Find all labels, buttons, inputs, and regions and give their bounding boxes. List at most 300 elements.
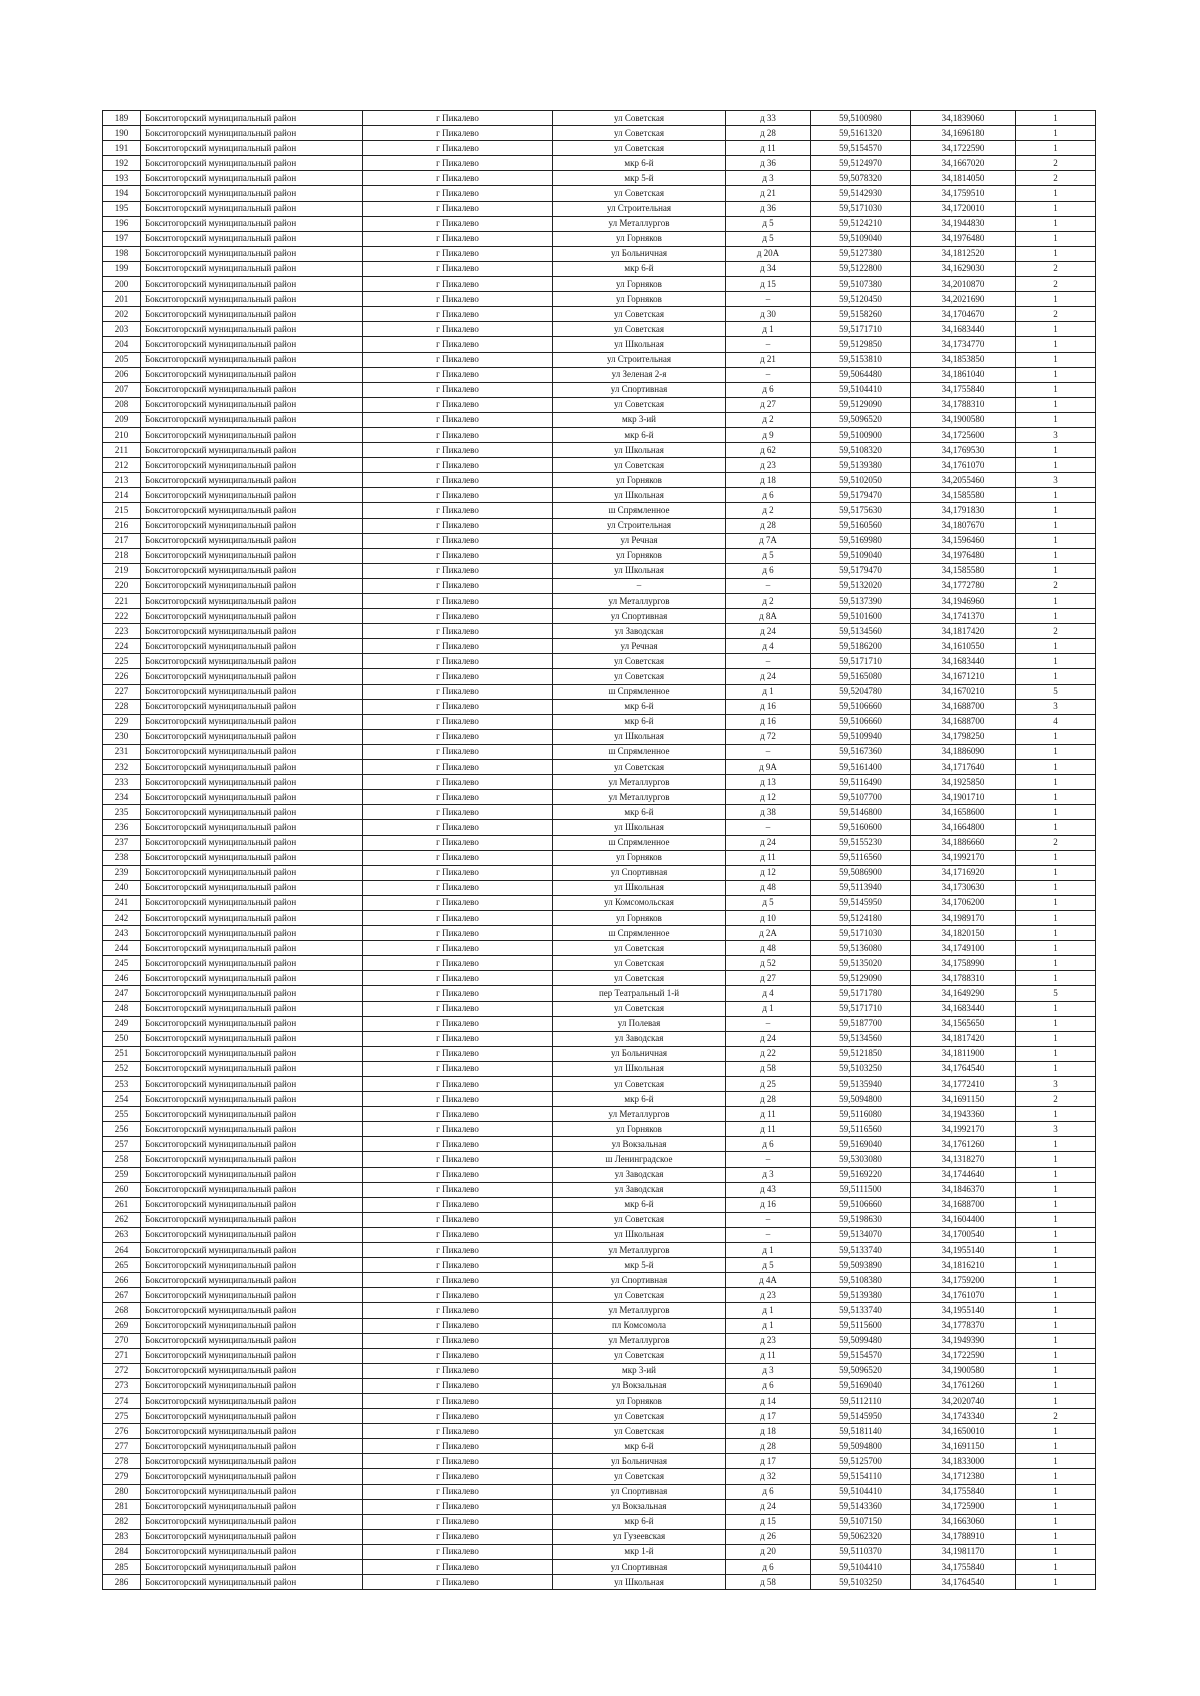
row-number-cell: 229: [103, 714, 141, 729]
table-row: [103, 820, 1096, 835]
district-cell: Бокситогорский муниципальный район: [141, 1016, 363, 1031]
latitude-cell: 59,5104410: [811, 1560, 911, 1575]
latitude-cell: 59,5106660: [811, 699, 911, 714]
house-cell: –: [726, 367, 811, 382]
house-cell: д 24: [726, 1031, 811, 1046]
latitude-cell: 59,5303080: [811, 1152, 911, 1167]
latitude-cell: 59,5103250: [811, 1575, 911, 1590]
row-number-cell: 272: [103, 1363, 141, 1378]
table-row: [103, 1303, 1096, 1318]
latitude-cell: 59,5175630: [811, 503, 911, 518]
row-number-cell: 206: [103, 367, 141, 382]
house-cell: д 7А: [726, 533, 811, 548]
latitude-cell: 59,5122800: [811, 261, 911, 276]
street-cell: ул Советская: [553, 186, 726, 201]
house-cell: д 13: [726, 775, 811, 790]
latitude-cell: 59,5116560: [811, 1122, 911, 1137]
street-cell: мкр 6-й: [553, 1092, 726, 1107]
latitude-cell: 59,5161320: [811, 126, 911, 141]
row-number-cell: 200: [103, 277, 141, 292]
street-cell: ул Металлургов: [553, 790, 726, 805]
table-row: [103, 594, 1096, 609]
street-cell: ул Школьная: [553, 729, 726, 744]
longitude-cell: 34,1683440: [911, 322, 1016, 337]
row-number-cell: 202: [103, 307, 141, 322]
settlement-cell: г Пикалево: [363, 880, 553, 895]
row-number-cell: 247: [103, 986, 141, 1001]
street-cell: мкр 3-ий: [553, 1363, 726, 1378]
count-cell: 1: [1016, 1016, 1096, 1031]
district-cell: Бокситогорский муниципальный район: [141, 186, 363, 201]
table-row: [103, 941, 1096, 956]
street-cell: ул Советская: [553, 126, 726, 141]
row-number-cell: 234: [103, 790, 141, 805]
house-cell: –: [726, 1212, 811, 1227]
district-cell: Бокситогорский муниципальный район: [141, 1393, 363, 1408]
count-cell: 2: [1016, 307, 1096, 322]
longitude-cell: 34,1667020: [911, 156, 1016, 171]
latitude-cell: 59,5171780: [811, 986, 911, 1001]
row-number-cell: 270: [103, 1333, 141, 1348]
table-row: [103, 141, 1096, 156]
settlement-cell: г Пикалево: [363, 382, 553, 397]
table-row: [103, 111, 1096, 126]
latitude-cell: 59,5135940: [811, 1077, 911, 1092]
longitude-cell: 34,1664800: [911, 820, 1016, 835]
settlement-cell: г Пикалево: [363, 563, 553, 578]
table-row: [103, 1544, 1096, 1559]
settlement-cell: г Пикалево: [363, 503, 553, 518]
district-cell: Бокситогорский муниципальный район: [141, 744, 363, 759]
latitude-cell: 59,5154110: [811, 1469, 911, 1484]
street-cell: ул Школьная: [553, 1575, 726, 1590]
house-cell: д 6: [726, 1484, 811, 1499]
street-cell: ул Заводская: [553, 1167, 726, 1182]
longitude-cell: 34,1798250: [911, 729, 1016, 744]
table-row: [103, 1212, 1096, 1227]
settlement-cell: г Пикалево: [363, 1348, 553, 1363]
row-number-cell: 201: [103, 292, 141, 307]
latitude-cell: 59,5171710: [811, 654, 911, 669]
longitude-cell: 34,1722590: [911, 141, 1016, 156]
row-number-cell: 271: [103, 1348, 141, 1363]
count-cell: 1: [1016, 744, 1096, 759]
district-cell: Бокситогорский муниципальный район: [141, 1167, 363, 1182]
count-cell: 1: [1016, 729, 1096, 744]
row-number-cell: 210: [103, 427, 141, 442]
row-number-cell: 284: [103, 1544, 141, 1559]
row-number-cell: 197: [103, 231, 141, 246]
count-cell: 1: [1016, 1273, 1096, 1288]
district-cell: Бокситогорский муниципальный район: [141, 277, 363, 292]
street-cell: ул Вокзальная: [553, 1378, 726, 1393]
longitude-cell: 34,1817420: [911, 1031, 1016, 1046]
latitude-cell: 59,5113940: [811, 880, 911, 895]
count-cell: 4: [1016, 714, 1096, 729]
table-row: [103, 246, 1096, 261]
table-row: [103, 805, 1096, 820]
latitude-cell: 59,5125700: [811, 1454, 911, 1469]
district-cell: Бокситогорский муниципальный район: [141, 488, 363, 503]
latitude-cell: 59,5204780: [811, 684, 911, 699]
latitude-cell: 59,5160560: [811, 518, 911, 533]
longitude-cell: 34,1764540: [911, 1061, 1016, 1076]
count-cell: 1: [1016, 126, 1096, 141]
count-cell: 1: [1016, 563, 1096, 578]
row-number-cell: 282: [103, 1514, 141, 1529]
row-number-cell: 195: [103, 201, 141, 216]
street-cell: ул Горняков: [553, 292, 726, 307]
count-cell: 1: [1016, 926, 1096, 941]
street-cell: ул Комсомольская: [553, 895, 726, 910]
table-row: [103, 639, 1096, 654]
row-number-cell: 228: [103, 699, 141, 714]
row-number-cell: 231: [103, 744, 141, 759]
street-cell: ул Горняков: [553, 473, 726, 488]
longitude-cell: 34,1778370: [911, 1318, 1016, 1333]
count-cell: 1: [1016, 941, 1096, 956]
district-cell: Бокситогорский муниципальный район: [141, 1348, 363, 1363]
table-row: [103, 684, 1096, 699]
row-number-cell: 227: [103, 684, 141, 699]
settlement-cell: г Пикалево: [363, 1378, 553, 1393]
district-cell: Бокситогорский муниципальный район: [141, 1514, 363, 1529]
count-cell: 1: [1016, 669, 1096, 684]
settlement-cell: г Пикалево: [363, 654, 553, 669]
table-row: [103, 1393, 1096, 1408]
street-cell: ул Строительная: [553, 201, 726, 216]
street-cell: ул Спортивная: [553, 865, 726, 880]
row-number-cell: 286: [103, 1575, 141, 1590]
longitude-cell: 34,1946960: [911, 594, 1016, 609]
longitude-cell: 34,1943360: [911, 1107, 1016, 1122]
row-number-cell: 254: [103, 1092, 141, 1107]
table-row: [103, 1167, 1096, 1182]
count-cell: 1: [1016, 397, 1096, 412]
district-cell: Бокситогорский муниципальный район: [141, 926, 363, 941]
district-cell: Бокситогорский муниципальный район: [141, 1227, 363, 1242]
house-cell: –: [726, 578, 811, 593]
longitude-cell: 34,1761260: [911, 1378, 1016, 1393]
street-cell: пер Театральный 1-й: [553, 986, 726, 1001]
table-row: [103, 261, 1096, 276]
row-number-cell: 207: [103, 382, 141, 397]
latitude-cell: 59,5094800: [811, 1092, 911, 1107]
longitude-cell: 34,1992170: [911, 850, 1016, 865]
latitude-cell: 59,5136080: [811, 941, 911, 956]
house-cell: –: [726, 744, 811, 759]
row-number-cell: 269: [103, 1318, 141, 1333]
street-cell: ул Металлургов: [553, 1303, 726, 1318]
count-cell: 1: [1016, 533, 1096, 548]
settlement-cell: г Пикалево: [363, 1061, 553, 1076]
settlement-cell: г Пикалево: [363, 941, 553, 956]
count-cell: 1: [1016, 1318, 1096, 1333]
settlement-cell: г Пикалево: [363, 518, 553, 533]
house-cell: –: [726, 654, 811, 669]
latitude-cell: 59,5169040: [811, 1137, 911, 1152]
house-cell: д 18: [726, 473, 811, 488]
longitude-cell: 34,1744640: [911, 1167, 1016, 1182]
settlement-cell: г Пикалево: [363, 1182, 553, 1197]
count-cell: 1: [1016, 1378, 1096, 1393]
row-number-cell: 213: [103, 473, 141, 488]
row-number-cell: 218: [103, 548, 141, 563]
longitude-cell: 34,1691150: [911, 1092, 1016, 1107]
street-cell: ул Горняков: [553, 910, 726, 925]
table-row: [103, 156, 1096, 171]
latitude-cell: 59,5155230: [811, 835, 911, 850]
street-cell: мкр 6-й: [553, 156, 726, 171]
row-number-cell: 219: [103, 563, 141, 578]
row-number-cell: 277: [103, 1439, 141, 1454]
row-number-cell: 264: [103, 1243, 141, 1258]
count-cell: 1: [1016, 1152, 1096, 1167]
count-cell: 1: [1016, 503, 1096, 518]
house-cell: д 28: [726, 1092, 811, 1107]
settlement-cell: г Пикалево: [363, 186, 553, 201]
count-cell: 1: [1016, 1046, 1096, 1061]
table-row: [103, 307, 1096, 322]
table-row: [103, 1227, 1096, 1242]
latitude-cell: 59,5154570: [811, 1348, 911, 1363]
latitude-cell: 59,5099480: [811, 1333, 911, 1348]
house-cell: д 23: [726, 1333, 811, 1348]
house-cell: –: [726, 337, 811, 352]
longitude-cell: 34,1671210: [911, 669, 1016, 684]
longitude-cell: 34,1650010: [911, 1424, 1016, 1439]
table-row: [103, 503, 1096, 518]
settlement-cell: г Пикалево: [363, 1016, 553, 1031]
settlement-cell: г Пикалево: [363, 488, 553, 503]
settlement-cell: г Пикалево: [363, 1484, 553, 1499]
table-row: [103, 322, 1096, 337]
latitude-cell: 59,5160600: [811, 820, 911, 835]
house-cell: д 72: [726, 729, 811, 744]
table-row: [103, 1348, 1096, 1363]
house-cell: д 5: [726, 895, 811, 910]
district-cell: Бокситогорский муниципальный район: [141, 714, 363, 729]
latitude-cell: 59,5165080: [811, 669, 911, 684]
row-number-cell: 204: [103, 337, 141, 352]
table-row: [103, 443, 1096, 458]
settlement-cell: г Пикалево: [363, 126, 553, 141]
settlement-cell: г Пикалево: [363, 548, 553, 563]
latitude-cell: 59,5112110: [811, 1393, 911, 1408]
count-cell: 1: [1016, 186, 1096, 201]
house-cell: д 43: [726, 1182, 811, 1197]
count-cell: 1: [1016, 820, 1096, 835]
district-cell: Бокситогорский муниципальный район: [141, 307, 363, 322]
house-cell: д 38: [726, 805, 811, 820]
district-cell: Бокситогорский муниципальный район: [141, 956, 363, 971]
latitude-cell: 59,5134560: [811, 624, 911, 639]
settlement-cell: г Пикалево: [363, 1514, 553, 1529]
house-cell: д 12: [726, 790, 811, 805]
district-cell: Бокситогорский муниципальный район: [141, 1122, 363, 1137]
row-number-cell: 263: [103, 1227, 141, 1242]
house-cell: д 4: [726, 986, 811, 1001]
house-cell: д 1: [726, 322, 811, 337]
table-row: [103, 1514, 1096, 1529]
row-number-cell: 283: [103, 1529, 141, 1544]
row-number-cell: 222: [103, 609, 141, 624]
longitude-cell: 34,1817420: [911, 624, 1016, 639]
street-cell: ул Горняков: [553, 231, 726, 246]
latitude-cell: 59,5129850: [811, 337, 911, 352]
latitude-cell: 59,5116560: [811, 850, 911, 865]
house-cell: д 24: [726, 835, 811, 850]
table-row: [103, 518, 1096, 533]
street-cell: пл Комсомола: [553, 1318, 726, 1333]
street-cell: ул Строительная: [553, 518, 726, 533]
house-cell: д 27: [726, 971, 811, 986]
table-row: [103, 533, 1096, 548]
longitude-cell: 34,1683440: [911, 654, 1016, 669]
count-cell: 1: [1016, 231, 1096, 246]
row-number-cell: 230: [103, 729, 141, 744]
table-row: [103, 609, 1096, 624]
longitude-cell: 34,1629030: [911, 261, 1016, 276]
house-cell: д 11: [726, 1122, 811, 1137]
longitude-cell: 34,1788310: [911, 971, 1016, 986]
longitude-cell: 34,1717640: [911, 760, 1016, 775]
district-cell: Бокситогорский муниципальный район: [141, 533, 363, 548]
district-cell: Бокситогорский муниципальный район: [141, 352, 363, 367]
settlement-cell: г Пикалево: [363, 1499, 553, 1514]
house-cell: д 4: [726, 639, 811, 654]
latitude-cell: 59,5154570: [811, 141, 911, 156]
row-number-cell: 273: [103, 1378, 141, 1393]
longitude-cell: 34,1730630: [911, 880, 1016, 895]
latitude-cell: 59,5124210: [811, 216, 911, 231]
table-row: [103, 760, 1096, 775]
longitude-cell: 34,1791830: [911, 503, 1016, 518]
row-number-cell: 238: [103, 850, 141, 865]
longitude-cell: 34,1833000: [911, 1454, 1016, 1469]
street-cell: ул Спортивная: [553, 382, 726, 397]
latitude-cell: 59,5171710: [811, 322, 911, 337]
street-cell: ул Школьная: [553, 488, 726, 503]
count-cell: 2: [1016, 277, 1096, 292]
longitude-cell: 34,1758990: [911, 956, 1016, 971]
count-cell: 1: [1016, 1560, 1096, 1575]
latitude-cell: 59,5108380: [811, 1273, 911, 1288]
longitude-cell: 34,1761070: [911, 1288, 1016, 1303]
count-cell: 1: [1016, 1544, 1096, 1559]
street-cell: ул Школьная: [553, 337, 726, 352]
row-number-cell: 239: [103, 865, 141, 880]
row-number-cell: 285: [103, 1560, 141, 1575]
row-number-cell: 274: [103, 1393, 141, 1408]
longitude-cell: 34,1585580: [911, 488, 1016, 503]
longitude-cell: 34,1900580: [911, 1363, 1016, 1378]
count-cell: 1: [1016, 141, 1096, 156]
row-number-cell: 196: [103, 216, 141, 231]
street-cell: ул Заводская: [553, 624, 726, 639]
count-cell: 1: [1016, 1303, 1096, 1318]
district-cell: Бокситогорский муниципальный район: [141, 458, 363, 473]
district-cell: Бокситогорский муниципальный район: [141, 443, 363, 458]
row-number-cell: 237: [103, 835, 141, 850]
house-cell: –: [726, 292, 811, 307]
row-number-cell: 199: [103, 261, 141, 276]
house-cell: д 2: [726, 412, 811, 427]
street-cell: ул Советская: [553, 458, 726, 473]
settlement-cell: г Пикалево: [363, 775, 553, 790]
district-cell: Бокситогорский муниципальный район: [141, 1046, 363, 1061]
district-cell: Бокситогорский муниципальный район: [141, 1152, 363, 1167]
district-cell: Бокситогорский муниципальный район: [141, 760, 363, 775]
table-row: [103, 1529, 1096, 1544]
settlement-cell: г Пикалево: [363, 156, 553, 171]
row-number-cell: 253: [103, 1077, 141, 1092]
settlement-cell: г Пикалево: [363, 895, 553, 910]
street-cell: ул Металлургов: [553, 775, 726, 790]
row-number-cell: 192: [103, 156, 141, 171]
settlement-cell: г Пикалево: [363, 1454, 553, 1469]
longitude-cell: 34,1683440: [911, 1001, 1016, 1016]
longitude-cell: 34,1955140: [911, 1303, 1016, 1318]
settlement-cell: г Пикалево: [363, 956, 553, 971]
district-cell: Бокситогорский муниципальный район: [141, 639, 363, 654]
longitude-cell: 34,1725600: [911, 427, 1016, 442]
street-cell: мкр 1-й: [553, 1544, 726, 1559]
latitude-cell: 59,5143360: [811, 1499, 911, 1514]
longitude-cell: 34,1976480: [911, 231, 1016, 246]
latitude-cell: 59,5064480: [811, 367, 911, 382]
house-cell: д 12: [726, 865, 811, 880]
district-cell: Бокситогорский муниципальный район: [141, 805, 363, 820]
house-cell: д 2: [726, 594, 811, 609]
district-cell: Бокситогорский муниципальный район: [141, 292, 363, 307]
street-cell: мкр 6-й: [553, 427, 726, 442]
table-row: [103, 231, 1096, 246]
street-cell: ул Гузеевская: [553, 1529, 726, 1544]
street-cell: ул Металлургов: [553, 1243, 726, 1258]
row-number-cell: 250: [103, 1031, 141, 1046]
house-cell: д 48: [726, 941, 811, 956]
district-cell: Бокситогорский муниципальный район: [141, 1333, 363, 1348]
house-cell: д 5: [726, 548, 811, 563]
latitude-cell: 59,5096520: [811, 1363, 911, 1378]
district-cell: Бокситогорский муниципальный район: [141, 1031, 363, 1046]
longitude-cell: 34,1759510: [911, 186, 1016, 201]
row-number-cell: 193: [103, 171, 141, 186]
district-cell: Бокситогорский муниципальный район: [141, 141, 363, 156]
street-cell: ул Металлургов: [553, 1333, 726, 1348]
latitude-cell: 59,5100980: [811, 111, 911, 126]
longitude-cell: 34,1820150: [911, 926, 1016, 941]
settlement-cell: г Пикалево: [363, 277, 553, 292]
row-number-cell: 276: [103, 1424, 141, 1439]
row-number-cell: 215: [103, 503, 141, 518]
house-cell: д 6: [726, 382, 811, 397]
longitude-cell: 34,1846370: [911, 1182, 1016, 1197]
longitude-cell: 34,1704670: [911, 307, 1016, 322]
district-cell: Бокситогорский муниципальный район: [141, 156, 363, 171]
table-row: [103, 1484, 1096, 1499]
latitude-cell: 59,5124180: [811, 910, 911, 925]
settlement-cell: г Пикалево: [363, 971, 553, 986]
latitude-cell: 59,5115600: [811, 1318, 911, 1333]
count-cell: 1: [1016, 292, 1096, 307]
district-cell: Бокситогорский муниципальный район: [141, 216, 363, 231]
settlement-cell: г Пикалево: [363, 1137, 553, 1152]
district-cell: Бокситогорский муниципальный район: [141, 261, 363, 276]
settlement-cell: г Пикалево: [363, 1001, 553, 1016]
row-number-cell: 255: [103, 1107, 141, 1122]
